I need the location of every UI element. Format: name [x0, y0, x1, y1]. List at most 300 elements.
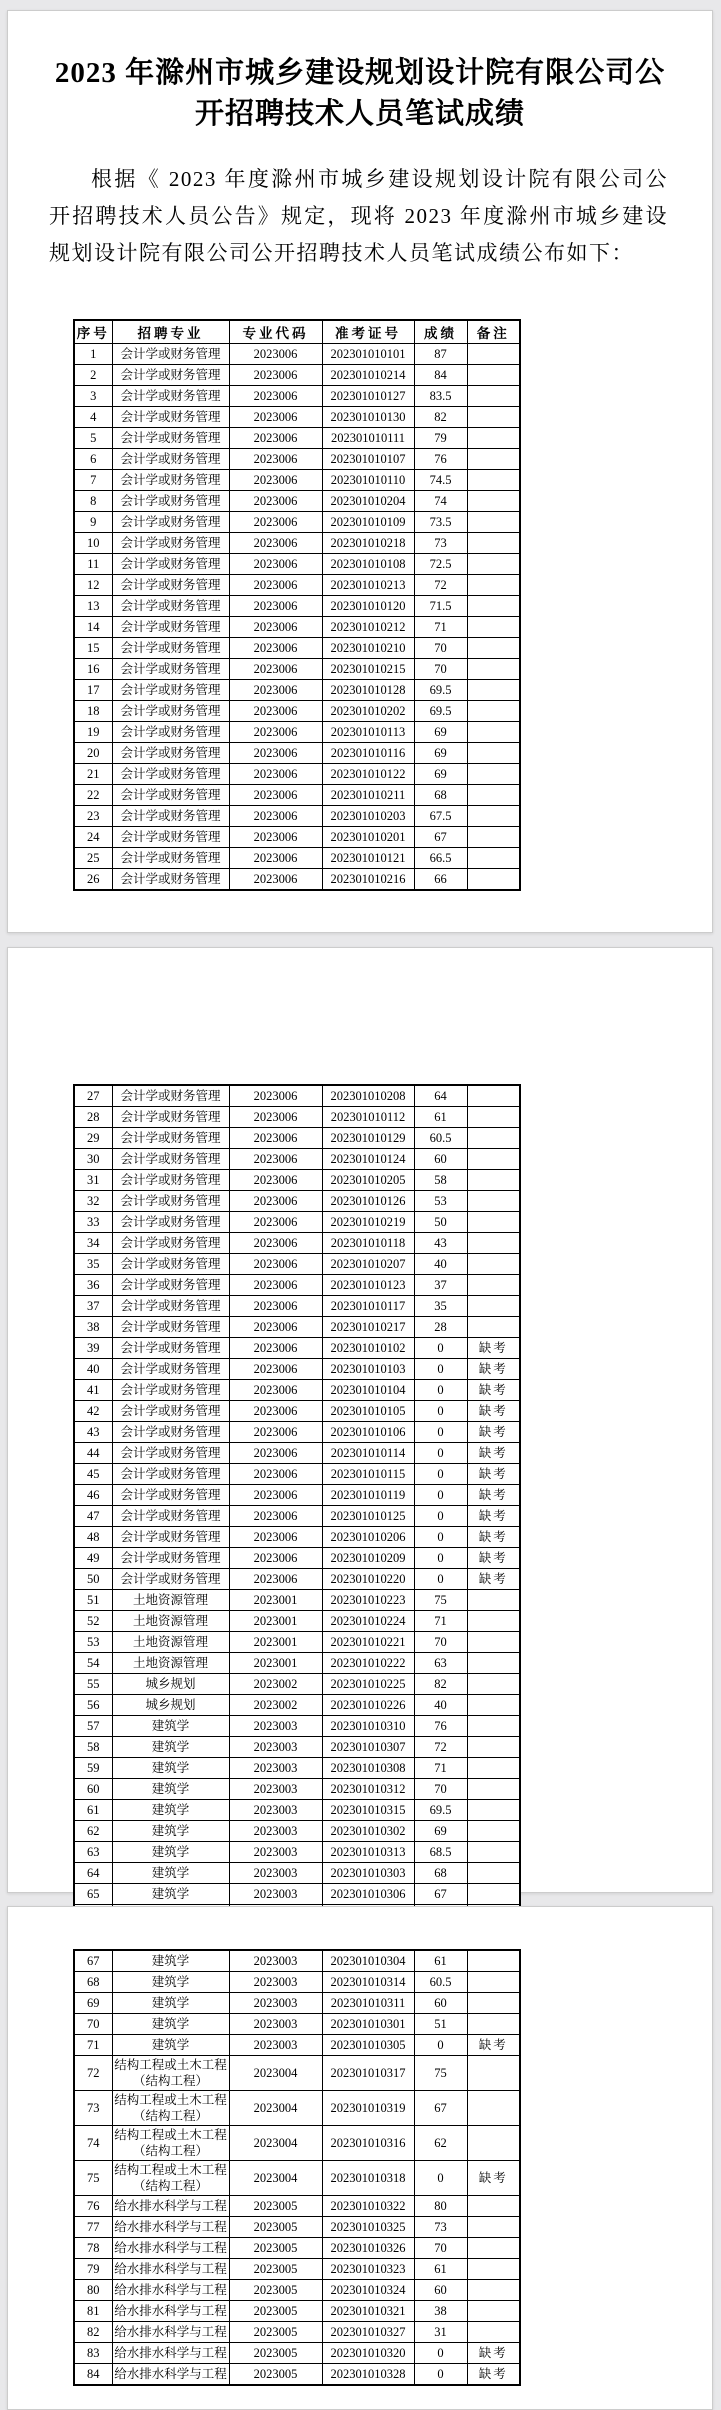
- cell-score: 0: [414, 2343, 467, 2364]
- cell-ticket-no: 202301010317: [322, 2056, 414, 2091]
- cell-seq: 67: [74, 1950, 112, 1972]
- cell-code: 2023006: [229, 848, 322, 869]
- cell-ticket-no: 202301010302: [322, 1821, 414, 1842]
- table-row: [74, 596, 520, 617]
- column-header-code: 专业代码: [229, 320, 322, 344]
- cell-major: 会计学或财务管理: [112, 512, 229, 533]
- cell-seq: 45: [74, 1464, 112, 1485]
- cell-ticket-no: 202301010223: [322, 1590, 414, 1611]
- cell-major: 会计学或财务管理: [112, 344, 229, 365]
- scores-table-page-2: [73, 1084, 521, 1927]
- table-row: [74, 2364, 520, 2386]
- cell-note: [467, 659, 520, 680]
- table-row: [74, 1107, 520, 1128]
- cell-ticket-no: 202301010126: [322, 1191, 414, 1212]
- cell-note: [467, 1863, 520, 1884]
- cell-ticket-no: 202301010213: [322, 575, 414, 596]
- cell-score: 71: [414, 617, 467, 638]
- cell-code: 2023001: [229, 1611, 322, 1632]
- cell-note: [467, 2126, 520, 2161]
- cell-ticket-no: 202301010207: [322, 1254, 414, 1275]
- cell-major: 建筑学: [112, 1842, 229, 1863]
- cell-major: 会计学或财务管理: [112, 1527, 229, 1548]
- table-row: [74, 869, 520, 891]
- cell-note: [467, 512, 520, 533]
- cell-note: [467, 2238, 520, 2259]
- cell-code: 2023003: [229, 2014, 322, 2035]
- cell-ticket-no: 202301010310: [322, 1716, 414, 1737]
- cell-code: 2023006: [229, 1464, 322, 1485]
- cell-major: 会计学或财务管理: [112, 1254, 229, 1275]
- cell-ticket-no: 202301010206: [322, 1527, 414, 1548]
- cell-score: 0: [414, 1443, 467, 1464]
- table-row: [74, 1884, 520, 1905]
- cell-ticket-no: 202301010210: [322, 638, 414, 659]
- cell-note: [467, 722, 520, 743]
- cell-major: 会计学或财务管理: [112, 1464, 229, 1485]
- cell-ticket-no: 202301010105: [322, 1401, 414, 1422]
- table-row: [74, 1170, 520, 1191]
- cell-major: 会计学或财务管理: [112, 575, 229, 596]
- cell-score: 67.5: [414, 806, 467, 827]
- table-row: [74, 344, 520, 365]
- cell-seq: 30: [74, 1149, 112, 1170]
- cell-ticket-no: 202301010127: [322, 386, 414, 407]
- cell-code: 2023006: [229, 764, 322, 785]
- table-row: [74, 1779, 520, 1800]
- cell-ticket-no: 202301010123: [322, 1275, 414, 1296]
- table-row: [74, 2196, 520, 2217]
- cell-code: 2023006: [229, 470, 322, 491]
- table-row: [74, 1674, 520, 1695]
- cell-note: [467, 1254, 520, 1275]
- cell-note: [467, 806, 520, 827]
- cell-ticket-no: 202301010114: [322, 1443, 414, 1464]
- cell-ticket-no: 202301010218: [322, 533, 414, 554]
- cell-score: 72: [414, 1737, 467, 1758]
- table-row: [74, 1254, 520, 1275]
- cell-major: 会计学或财务管理: [112, 1548, 229, 1569]
- cell-score: 69: [414, 764, 467, 785]
- cell-note: [467, 743, 520, 764]
- cell-note: [467, 596, 520, 617]
- table-row: [74, 2014, 520, 2035]
- cell-seq: 84: [74, 2364, 112, 2386]
- cell-score: 75: [414, 2056, 467, 2091]
- cell-major: 会计学或财务管理: [112, 785, 229, 806]
- scores-table-page-3: [73, 1949, 521, 2386]
- cell-seq: 70: [74, 2014, 112, 2035]
- table-row: [74, 365, 520, 386]
- cell-ticket-no: 202301010328: [322, 2364, 414, 2386]
- cell-major: 会计学或财务管理: [112, 848, 229, 869]
- cell-code: 2023006: [229, 1107, 322, 1128]
- cell-major: 城乡规划: [112, 1695, 229, 1716]
- cell-score: 84: [414, 365, 467, 386]
- cell-seq: 75: [74, 2161, 112, 2196]
- cell-seq: 12: [74, 575, 112, 596]
- cell-ticket-no: 202301010111: [322, 428, 414, 449]
- cell-seq: 5: [74, 428, 112, 449]
- cell-score: 83.5: [414, 386, 467, 407]
- cell-score: 64: [414, 1085, 467, 1107]
- cell-score: 82: [414, 1674, 467, 1695]
- cell-code: 2023006: [229, 1296, 322, 1317]
- cell-seq: 42: [74, 1401, 112, 1422]
- cell-score: 72: [414, 575, 467, 596]
- cell-note: [467, 575, 520, 596]
- cell-code: 2023006: [229, 554, 322, 575]
- cell-major: 会计学或财务管理: [112, 407, 229, 428]
- cell-ticket-no: 202301010301: [322, 2014, 414, 2035]
- cell-seq: 58: [74, 1737, 112, 1758]
- cell-major: 给水排水科学与工程: [112, 2238, 229, 2259]
- cell-seq: 9: [74, 512, 112, 533]
- cell-code: 2023006: [229, 1506, 322, 1527]
- cell-note: [467, 1950, 520, 1972]
- cell-seq: 50: [74, 1569, 112, 1590]
- cell-ticket-no: 202301010314: [322, 1972, 414, 1993]
- cell-major: 会计学或财务管理: [112, 1170, 229, 1191]
- cell-ticket-no: 202301010327: [322, 2322, 414, 2343]
- table-row: [74, 1401, 520, 1422]
- cell-seq: 10: [74, 533, 112, 554]
- cell-seq: 20: [74, 743, 112, 764]
- cell-score: 40: [414, 1254, 467, 1275]
- cell-ticket-no: 202301010304: [322, 1950, 414, 1972]
- cell-code: 2023006: [229, 1233, 322, 1254]
- cell-ticket-no: 202301010315: [322, 1800, 414, 1821]
- cell-code: 2023006: [229, 428, 322, 449]
- cell-ticket-no: 202301010119: [322, 1485, 414, 1506]
- table-row: [74, 1821, 520, 1842]
- cell-major: 会计学或财务管理: [112, 1233, 229, 1254]
- cell-ticket-no: 202301010108: [322, 554, 414, 575]
- cell-note: [467, 1212, 520, 1233]
- cell-seq: 51: [74, 1590, 112, 1611]
- cell-code: 2023003: [229, 1821, 322, 1842]
- cell-note: 缺考: [467, 1506, 520, 1527]
- cell-seq: 59: [74, 1758, 112, 1779]
- table-row: [74, 1950, 520, 1972]
- cell-score: 67: [414, 827, 467, 848]
- cell-note: [467, 869, 520, 891]
- cell-seq: 73: [74, 2091, 112, 2126]
- cell-note: [467, 1884, 520, 1905]
- cell-code: 2023003: [229, 1842, 322, 1863]
- cell-seq: 16: [74, 659, 112, 680]
- cell-major: 会计学或财务管理: [112, 743, 229, 764]
- cell-note: [467, 1233, 520, 1254]
- cell-major: 会计学或财务管理: [112, 449, 229, 470]
- cell-ticket-no: 202301010313: [322, 1842, 414, 1863]
- cell-ticket-no: 202301010303: [322, 1863, 414, 1884]
- cell-note: 缺考: [467, 2364, 520, 2386]
- cell-major: 给水排水科学与工程: [112, 2301, 229, 2322]
- cell-note: 缺考: [467, 2161, 520, 2196]
- cell-major: 给水排水科学与工程: [112, 2259, 229, 2280]
- cell-major: 会计学或财务管理: [112, 722, 229, 743]
- cell-seq: 39: [74, 1338, 112, 1359]
- cell-seq: 57: [74, 1716, 112, 1737]
- cell-seq: 71: [74, 2035, 112, 2056]
- cell-score: 76: [414, 449, 467, 470]
- table-row: [74, 512, 520, 533]
- cell-major: 会计学或财务管理: [112, 1317, 229, 1338]
- cell-ticket-no: 202301010120: [322, 596, 414, 617]
- cell-score: 28: [414, 1317, 467, 1338]
- table-row: [74, 701, 520, 722]
- cell-code: 2023003: [229, 1737, 322, 1758]
- cell-major: 会计学或财务管理: [112, 1107, 229, 1128]
- cell-ticket-no: 202301010112: [322, 1107, 414, 1128]
- cell-score: 0: [414, 1422, 467, 1443]
- cell-ticket-no: 202301010103: [322, 1359, 414, 1380]
- cell-ticket-no: 202301010311: [322, 1993, 414, 2014]
- cell-note: [467, 491, 520, 512]
- cell-note: 缺考: [467, 1422, 520, 1443]
- cell-major: 会计学或财务管理: [112, 1191, 229, 1212]
- table-row: [74, 1149, 520, 1170]
- cell-code: 2023006: [229, 1485, 322, 1506]
- table-row: [74, 2091, 520, 2126]
- table-row: [74, 1212, 520, 1233]
- cell-seq: 52: [74, 1611, 112, 1632]
- cell-seq: 63: [74, 1842, 112, 1863]
- cell-seq: 34: [74, 1233, 112, 1254]
- cell-major: 建筑学: [112, 1779, 229, 1800]
- cell-major: 建筑学: [112, 1972, 229, 1993]
- cell-ticket-no: 202301010322: [322, 2196, 414, 2217]
- cell-seq: 18: [74, 701, 112, 722]
- cell-seq: 31: [74, 1170, 112, 1191]
- cell-seq: 4: [74, 407, 112, 428]
- cell-major: 会计学或财务管理: [112, 1485, 229, 1506]
- cell-code: 2023006: [229, 596, 322, 617]
- cell-score: 40: [414, 1695, 467, 1716]
- cell-score: 72.5: [414, 554, 467, 575]
- cell-seq: 33: [74, 1212, 112, 1233]
- cell-ticket-no: 202301010225: [322, 1674, 414, 1695]
- cell-score: 50: [414, 1212, 467, 1233]
- intro-paragraph: 根据《 2023 年度滁州市城乡建设规划设计院有限公司公开招聘技术人员公告》规定，现将 2023 年度滁州市城乡建设规划设计院有限公司公开招聘技术人员笔试成绩公布如下：: [49, 167, 668, 265]
- cell-seq: 48: [74, 1527, 112, 1548]
- table-row: [74, 1233, 520, 1254]
- cell-score: 0: [414, 1380, 467, 1401]
- cell-code: 2023003: [229, 1972, 322, 1993]
- cell-score: 70: [414, 638, 467, 659]
- cell-code: 2023002: [229, 1674, 322, 1695]
- table-row: [74, 1632, 520, 1653]
- cell-code: 2023006: [229, 827, 322, 848]
- cell-major: 结构工程或土木工程（结构工程）: [112, 2126, 229, 2161]
- cell-score: 61: [414, 2259, 467, 2280]
- document-page-2: [7, 947, 713, 1901]
- cell-major: 会计学或财务管理: [112, 701, 229, 722]
- cell-major: 建筑学: [112, 1993, 229, 2014]
- table-row: [74, 2322, 520, 2343]
- cell-seq: 19: [74, 722, 112, 743]
- column-header-major: 招聘专业: [112, 320, 229, 344]
- table-row: [74, 1548, 520, 1569]
- cell-code: 2023006: [229, 1128, 322, 1149]
- cell-score: 0: [414, 1569, 467, 1590]
- cell-score: 69: [414, 722, 467, 743]
- cell-major: 建筑学: [112, 1863, 229, 1884]
- table-row: [74, 1716, 520, 1737]
- cell-seq: 26: [74, 869, 112, 891]
- table-row: [74, 1085, 520, 1107]
- column-header-note: 备注: [467, 320, 520, 344]
- cell-score: 61: [414, 1107, 467, 1128]
- cell-ticket-no: 202301010128: [322, 680, 414, 701]
- cell-ticket-no: 202301010102: [322, 1338, 414, 1359]
- cell-note: [467, 1317, 520, 1338]
- cell-ticket-no: 202301010121: [322, 848, 414, 869]
- cell-seq: 24: [74, 827, 112, 848]
- cell-ticket-no: 202301010226: [322, 1695, 414, 1716]
- cell-note: 缺考: [467, 1359, 520, 1380]
- cell-seq: 49: [74, 1548, 112, 1569]
- cell-score: 60: [414, 2280, 467, 2301]
- cell-ticket-no: 202301010118: [322, 1233, 414, 1254]
- cell-code: 2023003: [229, 2035, 322, 2056]
- cell-ticket-no: 202301010122: [322, 764, 414, 785]
- cell-code: 2023006: [229, 806, 322, 827]
- cell-code: 2023003: [229, 1779, 322, 1800]
- cell-seq: 36: [74, 1275, 112, 1296]
- cell-ticket-no: 202301010319: [322, 2091, 414, 2126]
- table-row: [74, 575, 520, 596]
- cell-code: 2023006: [229, 722, 322, 743]
- cell-code: 2023006: [229, 1443, 322, 1464]
- table-row: [74, 1527, 520, 1548]
- cell-score: 0: [414, 1527, 467, 1548]
- cell-major: 会计学或财务管理: [112, 1149, 229, 1170]
- cell-ticket-no: 202301010109: [322, 512, 414, 533]
- cell-code: 2023003: [229, 1863, 322, 1884]
- cell-code: 2023005: [229, 2259, 322, 2280]
- cell-seq: 61: [74, 1800, 112, 1821]
- cell-seq: 32: [74, 1191, 112, 1212]
- cell-score: 73: [414, 2217, 467, 2238]
- cell-seq: 79: [74, 2259, 112, 2280]
- cell-score: 69.5: [414, 701, 467, 722]
- cell-major: 会计学或财务管理: [112, 1380, 229, 1401]
- cell-score: 68.5: [414, 1842, 467, 1863]
- cell-score: 68: [414, 785, 467, 806]
- table-header-row: [74, 320, 520, 344]
- cell-score: 66: [414, 869, 467, 891]
- table-row: [74, 1191, 520, 1212]
- cell-note: [467, 449, 520, 470]
- table-row: [74, 680, 520, 701]
- cell-code: 2023003: [229, 1950, 322, 1972]
- cell-code: 2023006: [229, 1527, 322, 1548]
- cell-code: 2023004: [229, 2056, 322, 2091]
- cell-seq: 40: [74, 1359, 112, 1380]
- cell-major: 会计学或财务管理: [112, 659, 229, 680]
- cell-note: [467, 1611, 520, 1632]
- cell-code: 2023006: [229, 1338, 322, 1359]
- table-row: [74, 1275, 520, 1296]
- cell-ticket-no: 202301010117: [322, 1296, 414, 1317]
- cell-seq: 7: [74, 470, 112, 491]
- cell-major: 会计学或财务管理: [112, 1443, 229, 1464]
- column-header-score: 成绩: [414, 320, 467, 344]
- table-row: [74, 1842, 520, 1863]
- cell-code: 2023005: [229, 2364, 322, 2386]
- cell-ticket-no: 202301010325: [322, 2217, 414, 2238]
- cell-note: [467, 2014, 520, 2035]
- cell-code: 2023006: [229, 1149, 322, 1170]
- cell-major: 给水排水科学与工程: [112, 2322, 229, 2343]
- cell-code: 2023006: [229, 1254, 322, 1275]
- cell-seq: 76: [74, 2196, 112, 2217]
- cell-ticket-no: 202301010221: [322, 1632, 414, 1653]
- cell-code: 2023001: [229, 1653, 322, 1674]
- cell-code: 2023005: [229, 2238, 322, 2259]
- cell-note: [467, 701, 520, 722]
- cell-code: 2023006: [229, 869, 322, 891]
- cell-code: 2023003: [229, 1716, 322, 1737]
- cell-score: 71: [414, 1611, 467, 1632]
- cell-code: 2023006: [229, 1275, 322, 1296]
- table-row: [74, 1422, 520, 1443]
- table-row: [74, 827, 520, 848]
- cell-major: 建筑学: [112, 1737, 229, 1758]
- cell-score: 0: [414, 2364, 467, 2386]
- cell-note: [467, 407, 520, 428]
- cell-ticket-no: 202301010216: [322, 869, 414, 891]
- cell-seq: 68: [74, 1972, 112, 1993]
- cell-score: 69: [414, 743, 467, 764]
- cell-score: 73: [414, 533, 467, 554]
- document-title: 2023 年滁州市城乡建设规划设计院有限公司公开招聘技术人员笔试成绩: [54, 57, 666, 130]
- cell-code: 2023006: [229, 512, 322, 533]
- cell-major: 会计学或财务管理: [112, 638, 229, 659]
- cell-code: 2023004: [229, 2126, 322, 2161]
- cell-note: [467, 533, 520, 554]
- cell-code: 2023006: [229, 407, 322, 428]
- cell-code: 2023006: [229, 365, 322, 386]
- table-row: [74, 806, 520, 827]
- cell-ticket-no: 202301010307: [322, 1737, 414, 1758]
- cell-major: 会计学或财务管理: [112, 1401, 229, 1422]
- cell-score: 35: [414, 1296, 467, 1317]
- cell-major: 会计学或财务管理: [112, 554, 229, 575]
- cell-seq: 82: [74, 2322, 112, 2343]
- cell-ticket-no: 202301010305: [322, 2035, 414, 2056]
- cell-note: [467, 1821, 520, 1842]
- cell-score: 71.5: [414, 596, 467, 617]
- table-row: [74, 1380, 520, 1401]
- cell-seq: 22: [74, 785, 112, 806]
- cell-score: 0: [414, 1548, 467, 1569]
- cell-code: 2023005: [229, 2217, 322, 2238]
- table-row: [74, 659, 520, 680]
- cell-score: 70: [414, 1632, 467, 1653]
- cell-major: 给水排水科学与工程: [112, 2280, 229, 2301]
- cell-code: 2023003: [229, 1800, 322, 1821]
- cell-score: 70: [414, 2238, 467, 2259]
- cell-code: 2023006: [229, 1548, 322, 1569]
- cell-note: 缺考: [467, 1527, 520, 1548]
- cell-seq: 64: [74, 1863, 112, 1884]
- cell-major: 会计学或财务管理: [112, 1359, 229, 1380]
- cell-major: 会计学或财务管理: [112, 491, 229, 512]
- cell-major: 会计学或财务管理: [112, 470, 229, 491]
